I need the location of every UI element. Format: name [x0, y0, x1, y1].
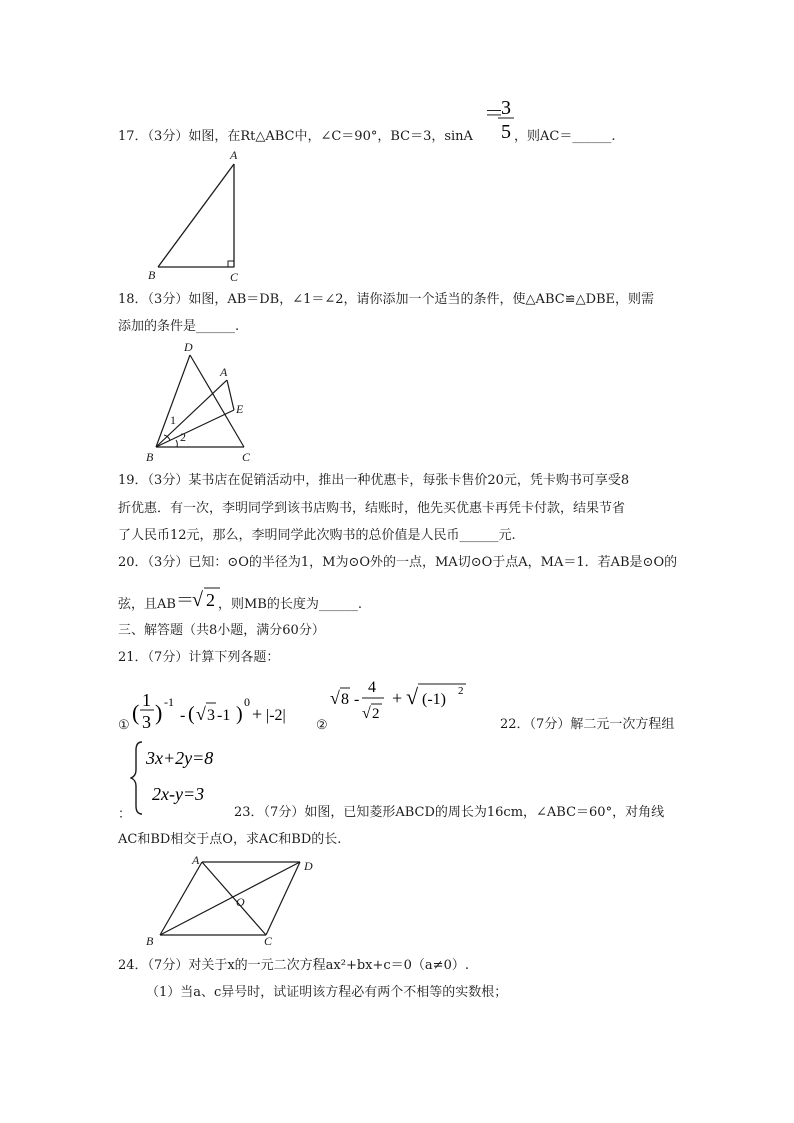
q19-line3: 了人民币12元，那么，李明同学此次购书的总价值是人民币______元.: [118, 528, 516, 543]
q23-label-o: O: [236, 895, 245, 909]
q17-denominator: 5: [501, 121, 511, 143]
q21-e1-exp0: 0: [244, 695, 250, 709]
q21-expression-1: [132, 676, 322, 736]
q23-label-c: C: [264, 934, 273, 948]
q17-label-a: A: [230, 148, 238, 162]
section3-title: 三、解答题（共8小题，满分60分）: [118, 623, 325, 638]
q18-label-a: A: [220, 365, 228, 379]
q22-equation-system: [130, 736, 250, 820]
q24-line2: （1）当a、c异号时，试证明该方程必有两个不相等的实数根；: [146, 985, 508, 1000]
q22-colon: ：: [118, 807, 132, 822]
q21-e1-exp-neg1: -1: [164, 695, 174, 709]
q21-e2-minus: -: [354, 691, 360, 708]
q20-eq-sign: ＝: [176, 590, 194, 610]
q22-equation-1: 3x+2y=8: [146, 748, 214, 768]
q21-e2-sqrt8-symbol: √: [330, 688, 340, 708]
q21-title: 21．（7分）计算下列各题：: [118, 650, 280, 665]
q21-e2-inner: (-1): [422, 691, 446, 708]
q19-line1: 19．（3分）某书店在促销活动中，推出一种优惠卡，每张卡售价20元，凭卡购书可享受8: [118, 473, 630, 488]
q23-label-d: D: [304, 859, 313, 873]
q20-sqrt-symbol: √: [192, 589, 203, 611]
q18-line2: 添加的条件是______.: [118, 319, 240, 334]
q18-angle-1-label: 1: [170, 413, 176, 427]
q21-e1-plus: +: [252, 704, 263, 724]
q18-label-c: C: [242, 450, 251, 464]
q23-line1: 23．（7分）如图，已知菱形ABCD的周长为16cm，∠ABC＝60°，对角线: [234, 805, 665, 820]
q23-label-a: A: [192, 853, 200, 867]
q23-rhombus-figure: [140, 850, 320, 950]
q22-equation-2: 2x-y=3: [152, 784, 205, 804]
q21-e2-plus: +: [392, 688, 403, 708]
q20-line2b: ，则MB的长度为______.: [218, 597, 362, 612]
q23-line2: AC和BD相交于点O，求AC和BD的长.: [118, 832, 342, 847]
q17-label-b: B: [148, 268, 156, 282]
q18-angle-2-label: 2: [180, 430, 186, 444]
q17-text-b: ，则AC＝______.: [514, 129, 616, 144]
q21-part2-marker: ②: [316, 718, 328, 733]
q21-e2-exp2: 2: [458, 685, 464, 697]
q21-e1-sqrt: √: [196, 704, 206, 724]
q20-line1: 20．（3分）已知：⊙O的半径为1，M为⊙O外的一点，MA切⊙O于点A，MA＝1．若AB是⊙O的: [118, 555, 678, 570]
q17-label-c: C: [230, 270, 239, 283]
q21-e2-den-rad: 2: [372, 706, 380, 722]
q21-e1-num: 1: [142, 690, 151, 710]
q19-line2: 折优惠．有一次，李明同学到该书店购书，结账时，他先买优惠卡再凭卡付款，结果节省: [118, 501, 626, 516]
q21-e1-den: 3: [142, 712, 151, 732]
q18-label-d: D: [184, 340, 193, 354]
q17-eq-sign: ＝: [484, 103, 504, 125]
q18-line1: 18．（3分）如图，AB＝DB，∠1＝∠2，请你添加一个适当的条件，使△ABC≌△DBE，则需: [118, 292, 655, 307]
q18-figure: [140, 340, 265, 465]
q17-triangle-figure: [140, 148, 250, 283]
q18-label-e: E: [236, 402, 244, 416]
q21-e1-rparen: ): [155, 700, 163, 725]
q21-e1-minus: -: [180, 707, 186, 724]
q21-e1-rparen2: ): [236, 703, 243, 725]
q23-label-b: B: [146, 934, 154, 948]
q20-line2a: 弦，且AB: [118, 597, 176, 612]
q24-line1: 24．（7分）对关于x的一元二次方程ax²+bx+c＝0（a≠0）.: [118, 958, 469, 973]
q21-e2-num: 4: [368, 679, 376, 696]
q21-e1-lparen: (: [132, 700, 140, 725]
q21-e2-den-sqrt-symbol: √: [362, 705, 371, 722]
q17-text-a: 17．（3分）如图，在Rt△ABC中，∠C＝90°，BC＝3，sinA: [118, 129, 473, 144]
q21-e1-abs: |-2|: [266, 707, 286, 724]
q21-e2-big-sqrt-symbol: √: [406, 684, 419, 709]
q21-part1-marker: ①: [118, 718, 130, 733]
q21-expression-2: [330, 670, 480, 736]
q21-e1-rad: 3: [207, 707, 215, 724]
q21-e1-minus1: -1: [217, 707, 231, 724]
q17-numerator: 3: [501, 97, 511, 119]
q22-title: 22．（7分）解二元一次方程组: [500, 717, 675, 732]
q21-e2-sqrt8: 8: [341, 691, 349, 708]
q18-label-b: B: [146, 450, 154, 464]
q20-radicand: 2: [206, 590, 215, 610]
q21-e1-lparen2: (: [188, 703, 195, 725]
